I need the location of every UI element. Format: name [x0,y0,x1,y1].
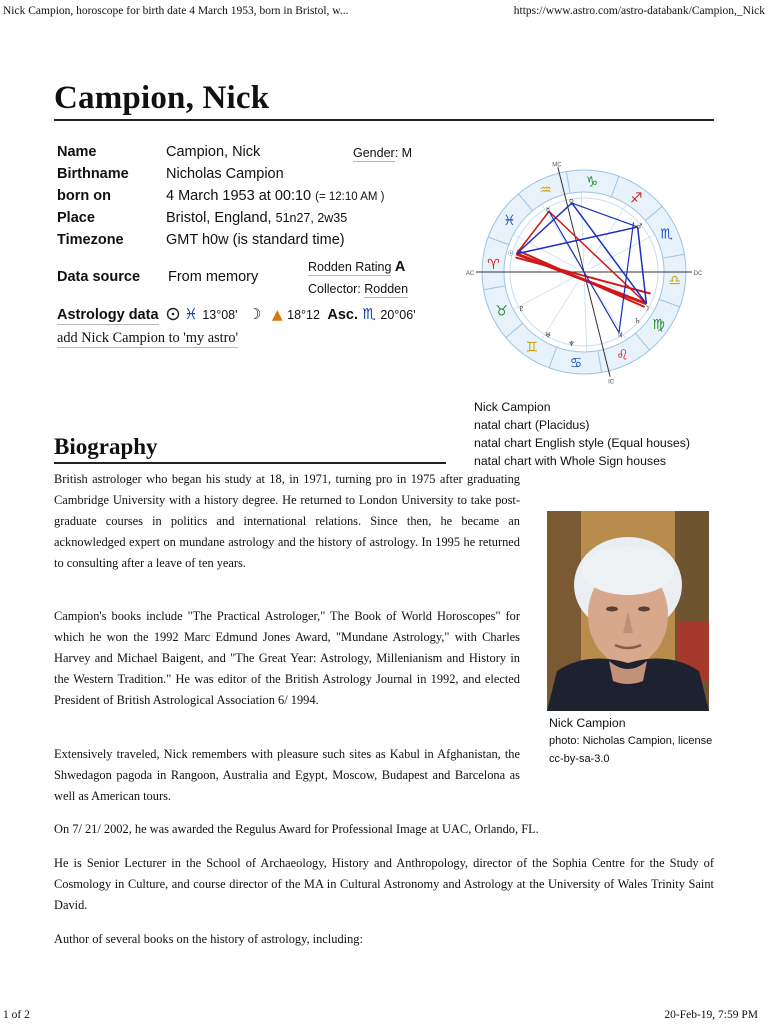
sun-icon [166,307,180,321]
zodiac-sign-glyph: ♐ [629,190,643,207]
rodden-label[interactable]: Rodden Rating [308,260,392,274]
dc-label: DC [693,271,703,277]
planet-glyph: ♄ [634,317,641,326]
planet-glyph: ♅ [544,331,552,340]
ic-label: IC [608,379,615,386]
zodiac-sign-glyph: ♒ [539,182,552,199]
moon-icon: ☽ [247,305,262,323]
gender-label[interactable]: Gender [353,146,395,160]
bio-paragraph-6: Author of several books on the history of astrology, including: [54,932,363,946]
biography-heading: Biography [54,434,158,459]
chart-link-english[interactable]: natal chart English style (Equal houses) [474,436,690,450]
place-field [166,210,347,226]
planet-glyph: ☉ [507,249,514,258]
photo-caption-credit: photo: Nicholas Campion, license cc-by-sa-3.0 [549,735,713,765]
chart-link-placidus[interactable]: natal chart (Placidus) [474,418,590,432]
astrology-data-row [57,305,416,324]
photo-caption [549,714,626,732]
chart-links-name: Nick Campion [474,400,551,414]
born-label: born on [57,188,111,204]
biography-divider [54,462,446,464]
planet-glyph: ♀ [568,198,575,207]
moon-degree: 18°12 [287,308,320,322]
zodiac-sign-glyph: ♌ [616,347,629,364]
zodiac-sign-glyph: ♑ [585,174,599,191]
planet-glyph: ♂ [636,222,643,231]
place-value: Bristol, England, [166,210,272,226]
birthname-label: Birthname [57,166,129,182]
wheel-group [466,162,703,385]
asc-label: Asc. [327,307,359,323]
planet-glyph: ☽ [643,305,650,313]
print-footer-page: 1 of 2 [3,1009,30,1021]
zodiac-sign-glyph: ♋ [569,355,583,372]
natal-chart-wheel[interactable] [465,150,712,390]
print-header-url: https://www.astro.com/astro-databank/Campion,_Nick [513,5,765,17]
name-label: Name [57,144,97,160]
bio-paragraph-1: British astrologer who began his study at 18, in 1971, turning pro in 1975 after graduating Cambridge University with a history degree. He returned to London University to take post-graduate courses in politics and international relations. Since then, he became an acknowledged expert on mundane astrology and the history of astrology. In 1995 he returned to consulting after a leave of ten years. [54,472,520,570]
datasource-value: From memory [168,269,259,285]
collector-field: Collector: Rodden [308,282,409,296]
born-note: (= 12:10 AM ) [315,191,385,203]
collector-value[interactable]: Rodden [364,282,409,296]
name-value: Campion, Nick [166,144,261,160]
portrait-photo[interactable] [547,511,709,711]
asc-degree: 20°06' [380,308,416,322]
planet-glyph: ♆ [568,339,575,348]
bio-paragraph-4: On 7/ 21/ 2002, he was awarded the Regulus Award for Professional Image at UAC, Orlando, FL. [54,822,539,836]
chart-link-whole-sign[interactable]: natal chart with Whole Sign houses [474,454,667,468]
zodiac-sign-glyph: ♏ [660,226,673,243]
add-to-my-astro-text[interactable]: add Nick Campion to 'my astro' [57,330,239,346]
zodiac-sign-glyph: ♓ [503,212,516,229]
datasource-label: Data source [57,269,141,285]
bio-paragraph-2: Campion's books include "The Practical Astrologer," The Book of World Horoscopes" for which he won the 1992 Marc Edmund Jones Award, "Mundane Astrology," with Charles Harvey and Michael Baigent, and "The Great Year: Astrology, Millenianism and History in the Western Tradition." He was editor of the British Astrology Journal in 1992, and elected President of British Astrological Association 6/ 1994. [54,609,520,707]
chart-links [474,398,690,470]
timezone-value: GMT h0w (is standard time) [166,232,345,248]
zodiac-sign-glyph: ♉ [495,303,508,320]
zodiac-sign-glyph: ♍ [652,317,665,334]
birthname-value: Nicholas Campion [166,166,284,182]
born-field [166,188,385,204]
photo-caption-name: Nick Campion [549,716,626,730]
astrology-data-label[interactable]: Astrology data [57,307,159,323]
place-coords: 51n27, 2w35 [275,211,348,225]
timezone-label: Timezone [57,232,124,248]
bio-paragraph-5: He is Senior Lecturer in the School of Archaeology, History and Anthropology, director of the Sophia Centre for the Study of Cosmology in Culture, and course director of the MA in Cultural Astronomy and Astrology at the University of Wales Trinity Saint David. [54,856,714,912]
zodiac-sign-glyph: ♈ [487,257,500,274]
gender-value: M [401,146,413,160]
scorpio-icon: ♏ [362,305,376,323]
place-label: Place [57,210,95,226]
ac-label: AC [465,271,475,277]
zodiac-sign-glyph: ♊ [525,339,539,356]
born-value: 4 March 1953 at 00:10 [166,188,312,204]
sun-degree: 13°08' [202,308,238,322]
gender-field: Gender: M [353,146,413,160]
sagittarius-icon: ▲ [271,307,283,323]
zodiac-sign-glyph: ♎ [668,272,681,289]
mc-label: MC [552,162,562,169]
bio-paragraph-3: Extensively traveled, Nick remembers with pleasure such sites as Kabul in Afghanistan, the Shwedagon pagoda in Rangoon, Australia and Egypt, Moscow, Budapest and Barcelona as well as American tours. [54,747,520,803]
print-header-title: Nick Campion, horoscope for birth date 4 March 1953, born in Bristol, w... [3,5,349,17]
planet-glyph: ♇ [518,305,525,313]
portrait-illustration [547,511,709,711]
planet-glyph: ☿ [545,206,551,215]
rodden-value: A [394,259,406,275]
rodden-field [308,259,405,275]
pisces-icon: ♓ [184,305,198,323]
add-to-my-astro-link[interactable] [57,330,238,347]
collector-label: Collector [308,282,358,296]
page-title: Campion, Nick [54,80,270,116]
planet-glyph: ♃ [616,331,624,340]
print-footer-datetime: 20-Feb-19, 7:59 PM [664,1009,758,1021]
